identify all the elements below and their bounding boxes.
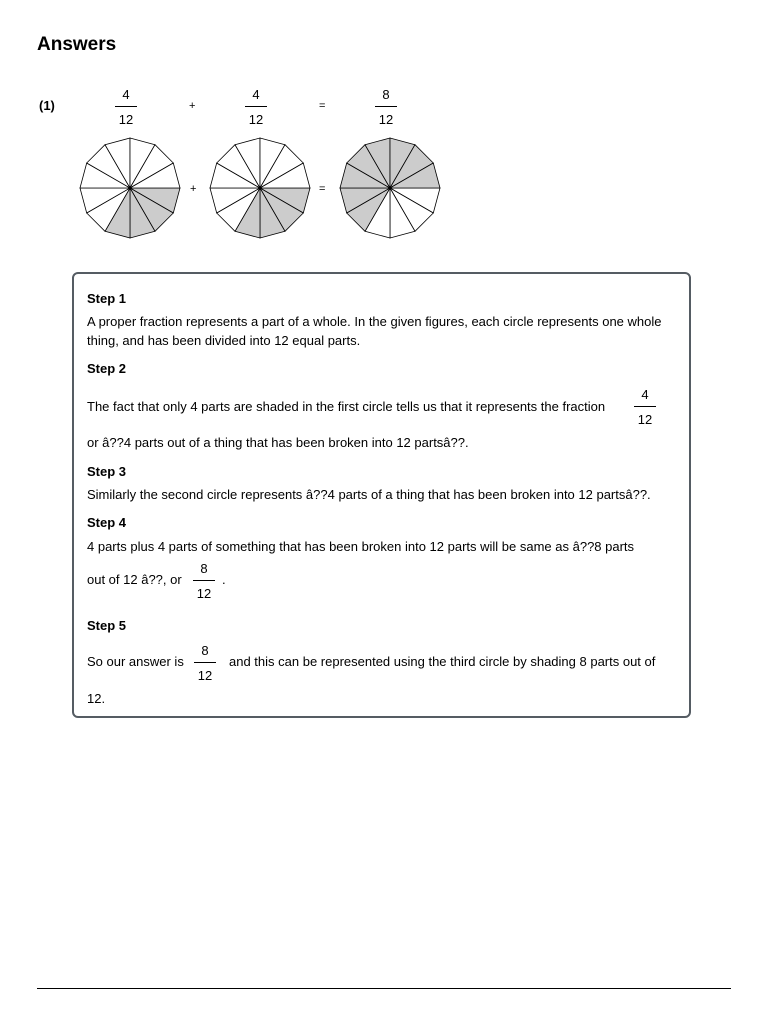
fraction-circles-figure [70, 132, 450, 244]
fraction-circle-first [80, 138, 180, 238]
circles-plus-sign: + [190, 183, 197, 195]
step-2-fraction [628, 386, 662, 428]
question-number: (1) [39, 98, 55, 113]
step-3-title: Step 3 [87, 464, 127, 479]
fraction-circle-second [210, 138, 310, 238]
step-2-text-b: or â??4 parts out of a thing that has been broken into 12 partsâ??. [87, 435, 469, 450]
fraction-second [236, 86, 276, 128]
plus-sign: + [189, 100, 196, 112]
circles-equals-sign: = [319, 183, 326, 195]
fraction-bar [193, 580, 215, 581]
fraction-bar [634, 406, 656, 407]
fraction-denominator: 12 [378, 112, 394, 127]
page-title: Answers [37, 34, 117, 55]
step-4-text-b: out of 12 â??, or [87, 572, 182, 587]
step-4-fraction [187, 560, 221, 602]
step-4-text-a: 4 parts plus 4 parts of something that has been broken into 12 parts will be same as â??8 parts [87, 539, 635, 554]
step-5-text-c: 12. [87, 691, 106, 706]
equals-sign: = [319, 100, 326, 112]
fraction-numerator: 8 [200, 561, 208, 576]
step-4-text-c: . [222, 572, 226, 587]
fraction-denominator: 12 [248, 112, 264, 127]
step-5-fraction [188, 642, 222, 684]
fraction-numerator: 4 [641, 387, 649, 402]
step-5-title: Step 5 [87, 618, 127, 633]
fraction-denominator: 12 [197, 668, 213, 683]
fraction-bar [245, 106, 267, 107]
step-5-text-b: and this can be represented using the third circle by shading 8 parts out of [229, 654, 656, 669]
step-2-text-a: The fact that only 4 parts are shaded in the first circle tells us that it represents the fraction [87, 399, 606, 414]
step-1-title: Step 1 [87, 291, 127, 306]
fraction-denominator: 12 [637, 412, 653, 427]
fraction-numerator: 4 [122, 87, 130, 102]
fraction-numerator: 8 [201, 643, 209, 658]
fraction-denominator: 12 [196, 586, 212, 601]
fraction-bar [115, 106, 137, 107]
fraction-bar [375, 106, 397, 107]
fraction-first [106, 86, 146, 128]
footer-divider [37, 988, 731, 989]
step-2-title: Step 2 [87, 361, 127, 376]
step-1-text: A proper fraction represents a part of a whole. In the given figures, each circle represents one whole thing, and has been divided into 12 equal parts. [87, 314, 662, 348]
fraction-circle-result [340, 138, 440, 238]
fraction-denominator: 12 [118, 112, 134, 127]
fraction-result [366, 86, 406, 128]
step-3-text: Similarly the second circle represents â??4 parts of a thing that has been broken into 12 partsâ??. [87, 487, 651, 502]
fraction-numerator: 8 [382, 87, 390, 102]
fraction-bar [194, 662, 216, 663]
step-4-title: Step 4 [87, 515, 127, 530]
step-5-text-a: So our answer is [87, 654, 184, 669]
fraction-numerator: 4 [252, 87, 260, 102]
